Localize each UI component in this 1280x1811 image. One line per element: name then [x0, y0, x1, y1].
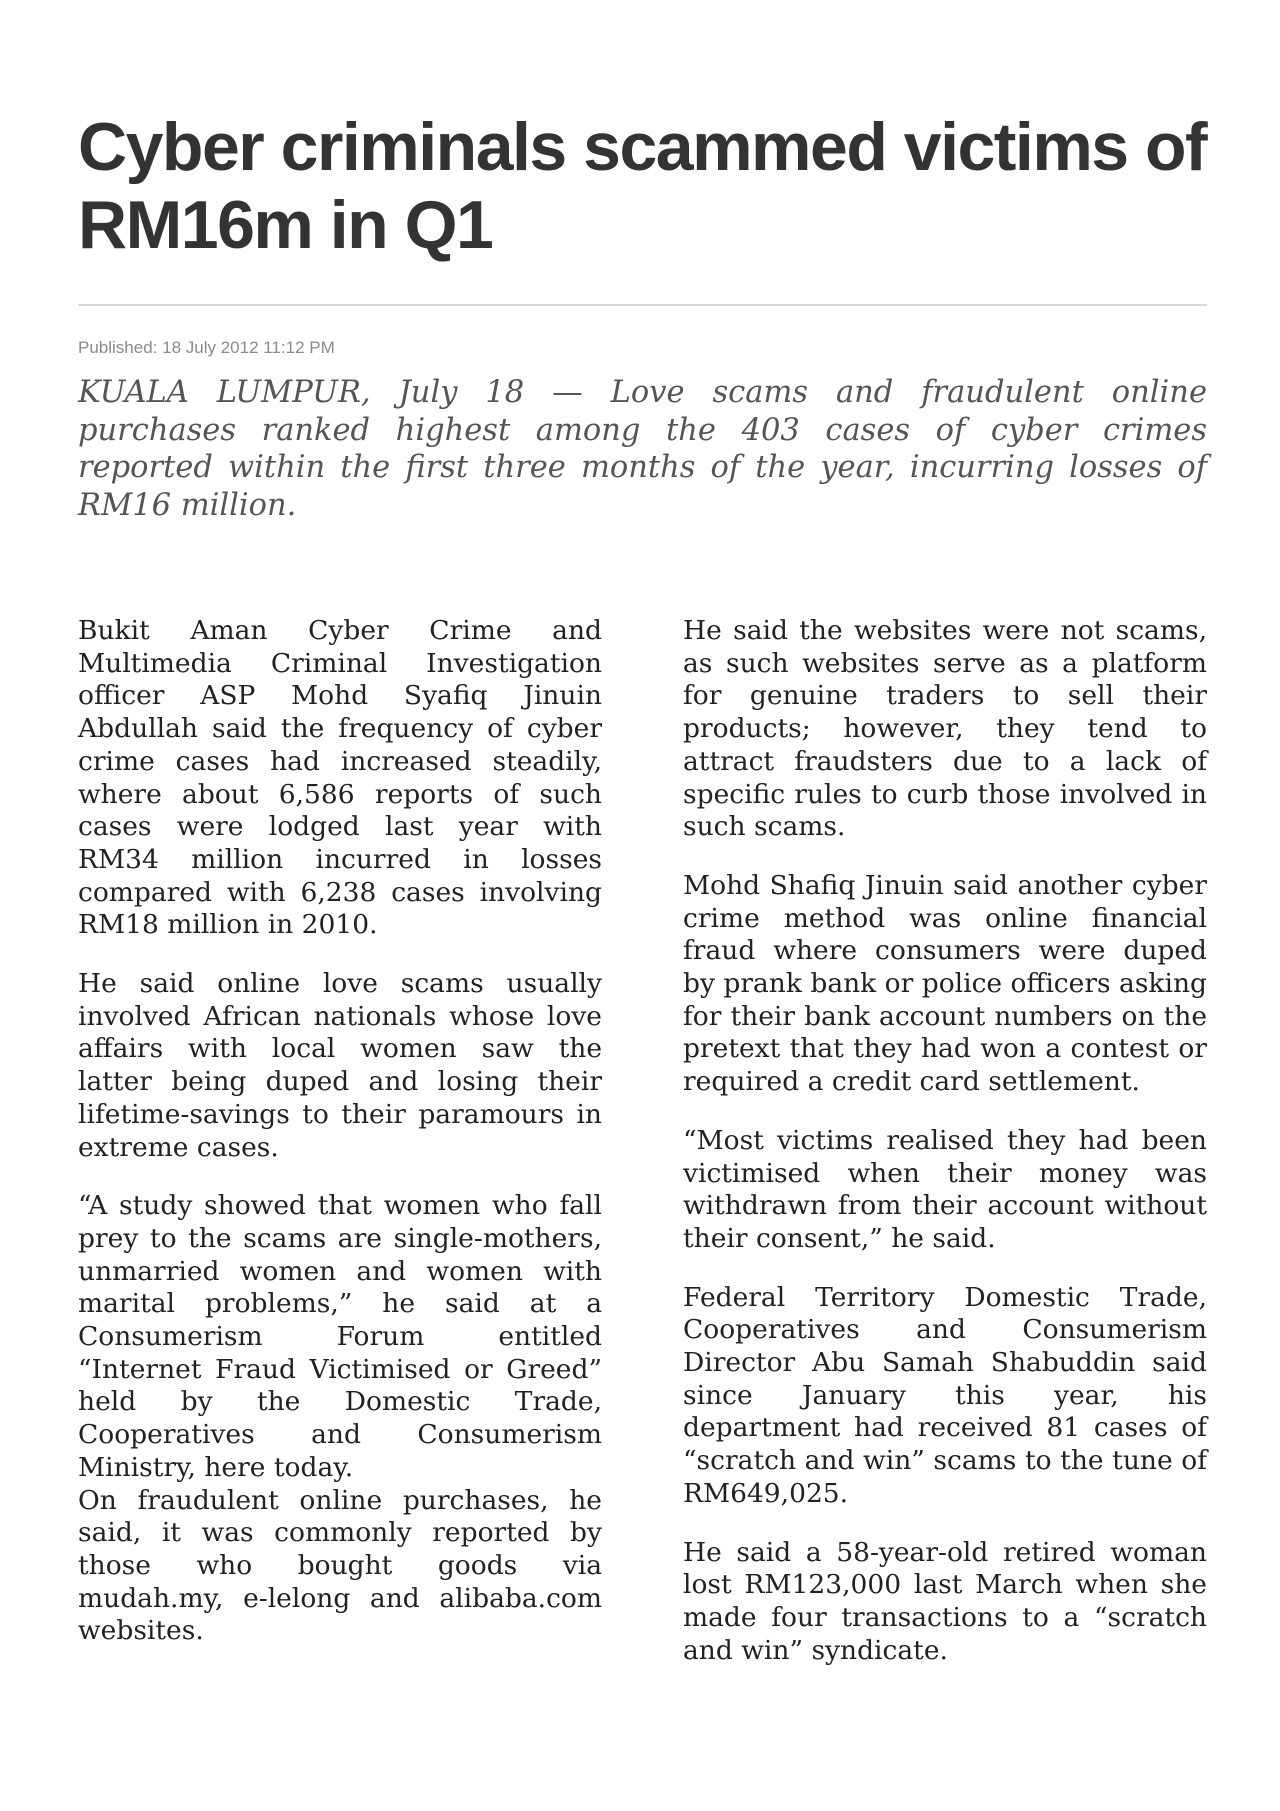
- paragraph: Federal Territory Domestic Trade, Cooperatives and Consumerism Director Abu Samah Shabuddin said since January this year, his department had received 81 cases of “scratch and win” scams to the tune of RM649,025.: [683, 1281, 1207, 1509]
- paragraph: He said a 58-year-old retired woman lost RM123,000 last March when she made four transactions to a “scratch and win” syndicate.: [683, 1536, 1207, 1666]
- paragraph: He said the websites were not scams, as such websites serve as a platform for genuine traders to sell their products; however, they tend to attract fraudsters due to a lack of specific rules to curb those involved in such scams.: [683, 615, 1207, 843]
- right-column: [683, 615, 1207, 1693]
- paragraph: “A study showed that women who fall prey to the scams are single-mothers, unmarried women and women with marital problems,” he said at a Consumerism Forum entitled “Internet Fraud Victimised or Greed” held by the Domestic Trade, Cooperatives and Consumerism Ministry, here today.: [78, 1190, 602, 1483]
- headline-divider: [78, 304, 1207, 306]
- published-date: Published: 18 July 2012 11:12 PM: [78, 338, 335, 357]
- paragraph: On fraudulent online purchases, he said, it was commonly reported by those who bought goods via mudah.my, e-lelong and alibaba.com websites.: [78, 1484, 602, 1647]
- paragraph: “Most victims realised they had been victimised when their money was withdrawn from their account without their consent,” he said.: [683, 1124, 1207, 1254]
- article-lede: KUALA LUMPUR, July 18 — Love scams and fraudulent online purchases ranked highest among the 403 cases of cyber crimes reported within the first three months of the year, incurring losses of RM16 million.: [78, 375, 1207, 523]
- left-column: [78, 615, 602, 1674]
- paragraph: He said online love scams usually involved African nationals whose love affairs with local women saw the latter being duped and losing their lifetime-savings to their paramours in extreme cases.: [78, 968, 602, 1163]
- paragraph: Bukit Aman Cyber Crime and Multimedia Criminal Investigation officer ASP Mohd Syafiq Jinuin Abdullah said the frequency of cyber crime cases had increased steadily, where about 6,586 reports of such cases were lodged last year with RM34 million incurred in losses compared with 6,238 cases involving RM18 million in 2010.: [78, 615, 602, 941]
- article-headline: Cyber criminals scammed victims of RM16m in Q1: [78, 109, 1207, 263]
- paragraph: Mohd Shafiq Jinuin said another cyber crime method was online financial fraud where consumers were duped by prank bank or police officers asking for their bank account numbers on the pretext that they had won a contest or required a credit card settlement.: [683, 869, 1207, 1098]
